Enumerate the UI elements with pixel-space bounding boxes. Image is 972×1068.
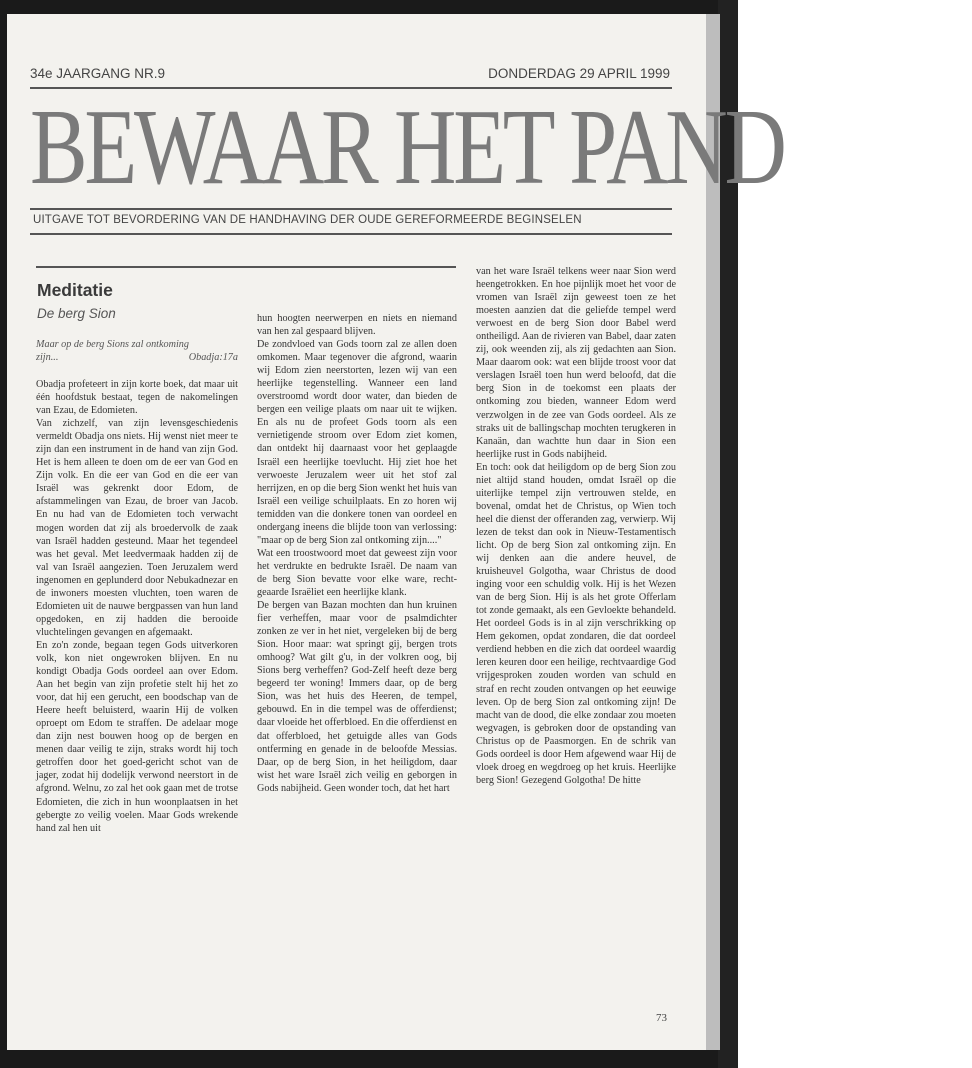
paragraph: Van zichzelf, van zijn levensgeschiedenis vermeldt Obadja ons niets. Hij wenst niet meer te zijn dan een instrument in de hand van zijn God. Het is hem alleen te doen om de eer van God en Zijn volk. En die eer van God en die eer van Israël was gekrenkt door Edom, de afstammelingen van Ezau, de broer van Jacob. En nu had van de Edomieten toch verwacht mogen worden dat zij als broedervolk de zaak van Israël hadden gesteund. Maar het tegendeel was het geval. Met leedvermaak hadden zij de val van Israël aangezien. Toen Jeruzalem werd ingenomen en geplunderd door Nebukadnezar en de inwoners moesten vluchten, toen waren de Edomieten uit de nauwe bergpassen van hun land opgedoken, en zij hadden die berooide vluchtelingen gevangen en afgemaakt. (36, 418, 238, 638)
issue-date: DONDERDAG 29 APRIL 1999 (488, 66, 670, 81)
paragraph: En toch: ook dat heiligdom op de berg Sion zou niet altijd stand houden, omdat Israël op die uiterlijke tempel zijn vertrouwen stelde, en bovenal, omdat het de Christus, op Wien toch heel die dienst der offeranden zag, verwierp. Wij lezen de tekst dan ook in Nieuw-Testamentisch licht. Op de berg Sion zal ontkoming zijn. En wij denken aan die andere heuvel, de kruisheuvel Golgotha, waar Christus de dood inging voor een schuldig volk. Hij is het Wezen van de berg Sion. Hij is als het grote Offerlam tot zonde gemaakt, als een Gevloekte behandeld. Het oordeel Gods is in al zijn verschrikking op Hem gekomen, opdat zondaren, die dat oordeel verdiend hebben en die zich dat oordeel waardig leren keuren door een heilige, rechtvaardige God vrijgesproken zouden worden van schuld en straf en recht zouden ontvangen op het eeuwige leven. Op de berg Sion zal ontkoming zijn! De macht van de dood, die elke zondaar zou moeten wegvagen, is gebroken door de opstanding van Christus op de Paasmorgen. En de schrik van Gods oordeel is door Hem afgewend waar Hij de vloek droeg en wegdroeg op het kruis. Heerlijke berg Sion! Gezegend Golgotha! De hitte (476, 461, 676, 786)
paragraph: hun hoogten neerwerpen en niets en niemand van hen zal gespaard blijven. (257, 313, 457, 338)
scan-frame-top (0, 0, 738, 14)
subtitle-rule (30, 233, 672, 235)
section-title: Meditatie (37, 280, 113, 300)
paragraph: Wat een troostwoord moet dat geweest zijn voor het verdrukte en bedrukte Israël. De naam van de berg Sion bevatte voor elke ware, recht-geaarde Israëliet een heerlijke klank. (257, 547, 457, 598)
paragraph: De zondvloed van Gods toorn zal ze allen doen omkomen. Maar tegenover die afgrond, waarin wij Edom zien neerstorten, lezen wij van een heerlijke tegenstelling. Wanneer een land overstroomd wordt door water, dan bieden de bergen een veilige plaats om naar uit te wijken. En als nu de profeet Gods toorn als een vernietigende stroom over Edom ziet komen, dan ontdekt hij daarnaast voor het geplaagde Israël een heerlijke toevlucht. Hij ziet hoe het verwoeste Jeruzalem weer uit het stof zal herrijzen, en op die berg Sion wenkt het huis van Israël een veilige schuilplaats. En zo horen wij temidden van die donkere tonen van oordeel en ondergang ineens die blijde toon van verlossing: "maar op de berg Sion zal ontkoming zijn...." (257, 339, 457, 546)
paragraph: En zo'n zonde, begaan tegen Gods uitverkoren volk, kon niet ongewroken blijven. En nu kondigt Obadja Gods oordeel aan over Edom. Aan het begin van zijn profetie stelt hij het zo voor, dat hij een gerucht, een boodschap van de Heere heeft beluisterd, waarin Hij de volken oproept om Edom te straffen. De adelaar moge dan zijn nest bouwen hoog op de bergen en menen daar veilig te zijn, straks wordt hij toch getroffen door het goed-gericht schot van de jager, zodat hij dodelijk verwond neerstort in de afgrond. Welnu, zo zal het ook gaan met de trotse Edomieten, die zich in hun woonplaatsen in het gebergte zo veilig voelen. Maar Gods wrekende hand zal hen uit (36, 639, 238, 834)
scripture-quote (36, 338, 238, 364)
quote-text-2: zijn... (36, 352, 59, 364)
masthead-rule (30, 208, 672, 210)
scan-frame-left (0, 0, 7, 1068)
paragraph: van het ware Israël telkens weer naar Sion werd heengetrokken. En hoe pijnlijk moet het voor de vromen van Israël zijn geweest toen ze het moesten aanzien dat die geliefde tempel werd verwoest en de berg Sion door Babel werd ontheiligd. Aan de rivieren van Babel, daar zaten zij, ook weenden zij, als zij gedachten aan Sion. Maar daarom ook: wat een blijde troost voor dat verslagen Israël toen hun werd beloofd, dat die berg Sion in de toekomst een plaats der ontkoming zou bieden, wanneer Edom werd verzwolgen in de zee van Gods oordeel. Als ze straks uit de ballingschap mochten terugkeren in Kanaän, dan wachtte hun daar in Sion een heerlijke rust in Gods nabijheid. (476, 266, 676, 460)
paragraph: Obadja profeteert in zijn korte boek, dat maar uit één hoofdstuk bestaat, tegen de nakomelingen van Ezau, de Edomieten. (36, 379, 238, 417)
scan-frame-bottom (0, 1050, 738, 1068)
article-title: De berg Sion (37, 306, 116, 321)
quote-text-1: Maar op de berg Sions zal ontkoming (36, 339, 189, 350)
issue-number: 34e JAARGANG NR.9 (30, 66, 166, 81)
article-column-1 (36, 378, 238, 1040)
article-column-3 (476, 265, 676, 1040)
article-column-2 (257, 312, 457, 1040)
quote-reference: Obadja:17a (188, 352, 238, 364)
page-number: 73 (656, 1012, 667, 1024)
masthead-title: BEWAAR HET PAND (30, 88, 784, 207)
issue-header (30, 66, 670, 81)
masthead-subtitle: UITGAVE TOT BEVORDERING VAN DE HANDHAVING DER OUDE GEREFORMEERDE BEGINSELEN (33, 214, 582, 226)
paragraph: De bergen van Bazan mochten dan hun kruinen fier verheffen, maar voor de psalmdichter zonken ze ver in het niet, vergeleken bij de berg Sion. Hoor maar: wat springt gij, bergen trots omhoog? Wat gilt g'u, in der volkren oog, bij Sions berg verheffen? God-Zelf heeft deze berg begeerd ter woning! Immers daar, op de berg Sion, was het huis des Heeren, de tempel, gebouwd. En in die tempel was de offerdienst; daar vloeide het offerbloed. En die offerdienst en dat offerbloed, het getuigde alles van Gods ontferming en genade in de beloofde Messias. Daar, op de berg Sion, in het heiligdom, daar wist het ware Israël zich veilig en geborgen in Gods nabijheid. Geen wonder toch, dat het hart (257, 600, 457, 794)
section-rule (36, 266, 456, 268)
